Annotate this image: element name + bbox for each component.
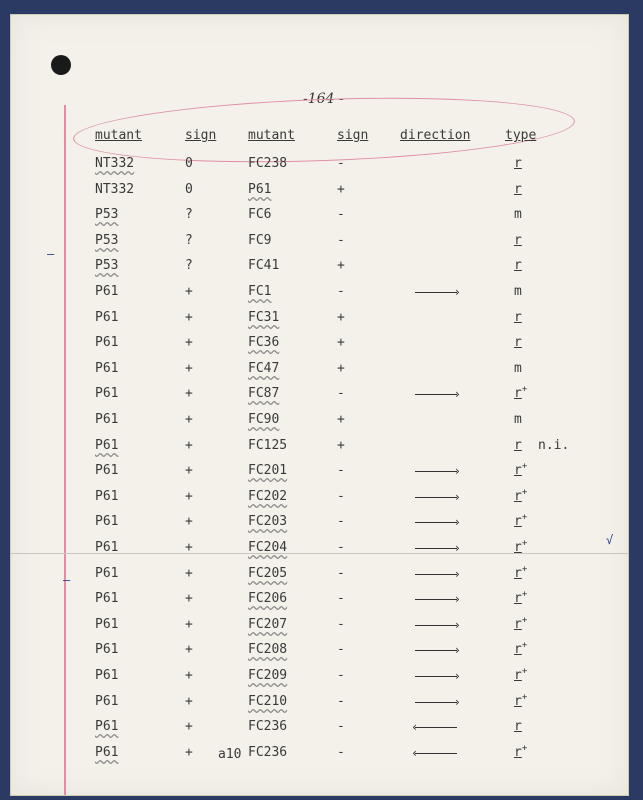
mutant-2-cell: P61 (248, 182, 272, 197)
arrow-right-icon: › (415, 543, 457, 553)
header-sign-2: sign (337, 128, 369, 143)
mutant-1-cell: P61 (95, 335, 119, 350)
sign-2-cell: - (337, 463, 345, 478)
note-cell: n.i. (538, 438, 570, 453)
mutant-1-cell: P53 (95, 258, 119, 273)
type-superscript: + (521, 615, 528, 626)
sign-1-cell: + (185, 412, 193, 427)
type-superscript: + (521, 589, 528, 600)
mutant-2-cell: FC202 (248, 489, 288, 504)
arrow-right-icon: › (415, 620, 457, 630)
mutant-2-cell: FC208 (248, 642, 288, 657)
mutant-2-cell: FC1 (248, 284, 272, 299)
mutant-1-cell: P61 (95, 386, 119, 401)
sign-1-cell: 0 (185, 156, 193, 171)
sign-1-cell: + (185, 591, 193, 606)
arrow-right-icon: › (415, 492, 457, 502)
mutant-2-cell: FC203 (248, 514, 288, 529)
arrow-left-icon: ‹ (415, 722, 457, 732)
mutant-2-cell: FC205 (248, 566, 288, 581)
type-cell (514, 207, 522, 223)
mutant-1-cell: P61 (95, 361, 119, 376)
mutant-1-cell: P61 (95, 284, 119, 299)
type-value: r (514, 540, 522, 555)
document-page (10, 14, 629, 796)
sign-1-cell: + (185, 617, 193, 632)
mutant-2-cell: FC210 (248, 694, 288, 709)
sign-2-cell: + (337, 182, 345, 197)
sign-1-cell: + (185, 668, 193, 683)
page-number: -164 - (303, 91, 344, 107)
mutant-1-cell: P61 (95, 463, 119, 478)
sign-1-cell: + (185, 386, 193, 401)
header-sign-1: sign (185, 128, 217, 143)
sign-1-cell: 0 (185, 182, 193, 197)
type-value: r (514, 694, 522, 709)
sign-2-cell: - (337, 156, 345, 171)
sign-2-cell: - (337, 719, 345, 734)
type-value: r (514, 514, 522, 529)
mutant-1-cell: P61 (95, 489, 119, 504)
header-oval-annotation (72, 90, 576, 169)
prefix-label: a10 (218, 747, 242, 762)
mutant-2-cell: FC238 (248, 156, 288, 171)
sign-1-cell: + (185, 284, 193, 299)
type-superscript: + (521, 692, 528, 703)
type-value: r (514, 463, 522, 478)
type-cell (514, 233, 522, 249)
type-value: r (514, 591, 522, 606)
mutant-1-cell: P61 (95, 694, 119, 709)
type-superscript: + (521, 512, 528, 523)
sign-2-cell: - (337, 668, 345, 683)
type-value: m (514, 284, 522, 299)
blue-check-mark: √ (606, 533, 614, 547)
sign-1-cell: + (185, 566, 193, 581)
sign-2-cell: - (337, 207, 345, 222)
blue-dash-mark: – (63, 573, 71, 587)
mutant-2-cell: FC6 (248, 207, 272, 222)
type-superscript: + (521, 538, 528, 549)
sign-2-cell: + (337, 438, 345, 453)
type-value: r (514, 386, 522, 401)
header-direction: direction (400, 128, 471, 143)
sign-2-cell: + (337, 258, 345, 273)
arrow-right-icon: › (415, 287, 457, 297)
type-value: r (514, 233, 522, 248)
sign-1-cell: ? (185, 207, 193, 222)
sign-1-cell: + (185, 719, 193, 734)
mutant-1-cell: P61 (95, 668, 119, 683)
arrow-right-icon: › (415, 569, 457, 579)
mutant-1-cell: P61 (95, 566, 119, 581)
sign-1-cell: + (185, 540, 193, 555)
type-value: r (514, 642, 522, 657)
sign-1-cell: ? (185, 258, 193, 273)
mutant-2-cell: FC36 (248, 335, 280, 350)
type-value: r (514, 438, 522, 453)
mutant-1-cell: P61 (95, 617, 119, 632)
sign-2-cell: - (337, 514, 345, 529)
header-mutant-2: mutant (248, 128, 295, 143)
blue-tick-mark: — (47, 247, 55, 261)
sign-2-cell: - (337, 566, 345, 581)
sign-1-cell: + (185, 694, 193, 709)
type-cell (514, 412, 522, 428)
type-cell (514, 438, 522, 454)
type-superscript: + (521, 640, 528, 651)
type-value: r (514, 335, 522, 350)
mutant-2-cell: FC125 (248, 438, 288, 453)
arrow-right-icon: › (415, 594, 457, 604)
sign-1-cell: + (185, 361, 193, 376)
sign-1-cell: + (185, 642, 193, 657)
mutant-1-cell: P53 (95, 207, 119, 222)
type-cell (514, 284, 522, 300)
mutant-1-cell: P61 (95, 642, 119, 657)
sign-1-cell: + (185, 310, 193, 325)
arrow-right-icon: › (415, 517, 457, 527)
type-value: m (514, 412, 522, 427)
type-cell (514, 463, 527, 479)
type-superscript: + (521, 461, 528, 472)
sign-2-cell: - (337, 591, 345, 606)
type-cell (514, 514, 527, 530)
mutant-2-cell: FC201 (248, 463, 288, 478)
type-cell (514, 566, 527, 582)
arrow-left-icon: ‹ (415, 748, 457, 758)
sign-2-cell: - (337, 642, 345, 657)
sign-2-cell: - (337, 540, 345, 555)
type-value: r (514, 719, 522, 734)
type-value: r (514, 489, 522, 504)
sign-1-cell: ? (185, 233, 193, 248)
sign-2-cell: - (337, 745, 345, 760)
type-cell (514, 310, 522, 326)
type-value: r (514, 156, 522, 171)
mutant-2-cell: FC236 (248, 745, 288, 760)
type-cell (514, 591, 527, 607)
sign-2-cell: - (337, 386, 345, 401)
type-cell (514, 258, 522, 274)
mutant-1-cell: P61 (95, 412, 119, 427)
arrow-right-icon: › (415, 645, 457, 655)
sign-1-cell: + (185, 745, 193, 760)
mutant-2-cell: FC209 (248, 668, 288, 683)
type-cell (514, 642, 527, 658)
type-cell (514, 694, 527, 710)
mutant-2-cell: FC207 (248, 617, 288, 632)
type-value: r (514, 566, 522, 581)
type-value: r (514, 182, 522, 197)
mutant-1-cell: P61 (95, 745, 119, 760)
mutant-2-cell: FC31 (248, 310, 280, 325)
type-cell (514, 182, 522, 198)
type-cell (514, 156, 522, 172)
arrow-right-icon: › (415, 389, 457, 399)
type-value: r (514, 745, 522, 760)
type-superscript: + (521, 743, 528, 754)
sign-2-cell: - (337, 489, 345, 504)
sign-2-cell: - (337, 617, 345, 632)
type-superscript: + (521, 384, 528, 395)
punch-hole (51, 55, 71, 75)
mutant-1-cell: P61 (95, 514, 119, 529)
mutant-1-cell: P61 (95, 591, 119, 606)
sign-2-cell: + (337, 412, 345, 427)
sign-2-cell: + (337, 361, 345, 376)
sign-1-cell: + (185, 335, 193, 350)
mutant-1-cell: NT332 (95, 182, 135, 197)
mutant-2-cell: FC47 (248, 361, 280, 376)
mutant-1-cell: P53 (95, 233, 119, 248)
mutant-2-cell: FC236 (248, 719, 288, 734)
mutant-2-cell: FC87 (248, 386, 280, 401)
mutant-2-cell: FC90 (248, 412, 280, 427)
mutant-2-cell: FC206 (248, 591, 288, 606)
sign-2-cell: + (337, 310, 345, 325)
type-superscript: + (521, 487, 528, 498)
mutant-2-cell: FC204 (248, 540, 288, 555)
arrow-right-icon: › (415, 466, 457, 476)
header-mutant-1: mutant (95, 128, 142, 143)
type-value: r (514, 310, 522, 325)
margin-line (64, 105, 66, 795)
mutant-1-cell: P61 (95, 310, 119, 325)
sign-2-cell: + (337, 335, 345, 350)
type-superscript: + (521, 564, 528, 575)
type-superscript: + (521, 666, 528, 677)
type-cell (514, 361, 522, 377)
type-cell (514, 617, 527, 633)
sign-2-cell: - (337, 694, 345, 709)
header-type: type (505, 128, 537, 143)
type-value: m (514, 361, 522, 376)
mutant-1-cell: NT332 (95, 156, 135, 171)
type-value: r (514, 258, 522, 273)
mutant-1-cell: P61 (95, 438, 119, 453)
mutant-2-cell: FC41 (248, 258, 280, 273)
mutant-1-cell: P61 (95, 540, 119, 555)
type-cell (514, 719, 522, 735)
mutant-1-cell: P61 (95, 719, 119, 734)
type-value: r (514, 668, 522, 683)
type-cell (514, 668, 527, 684)
type-value: r (514, 617, 522, 632)
type-cell (514, 386, 527, 402)
type-cell (514, 489, 527, 505)
arrow-right-icon: › (415, 671, 457, 681)
sign-1-cell: + (185, 514, 193, 529)
sign-2-cell: - (337, 284, 345, 299)
mutant-2-cell: FC9 (248, 233, 272, 248)
arrow-right-icon: › (415, 697, 457, 707)
type-value: m (514, 207, 522, 222)
sign-2-cell: - (337, 233, 345, 248)
type-cell (514, 745, 527, 761)
sign-1-cell: + (185, 438, 193, 453)
sign-1-cell: + (185, 463, 193, 478)
type-cell (514, 335, 522, 351)
type-cell (514, 540, 527, 556)
sign-1-cell: + (185, 489, 193, 504)
